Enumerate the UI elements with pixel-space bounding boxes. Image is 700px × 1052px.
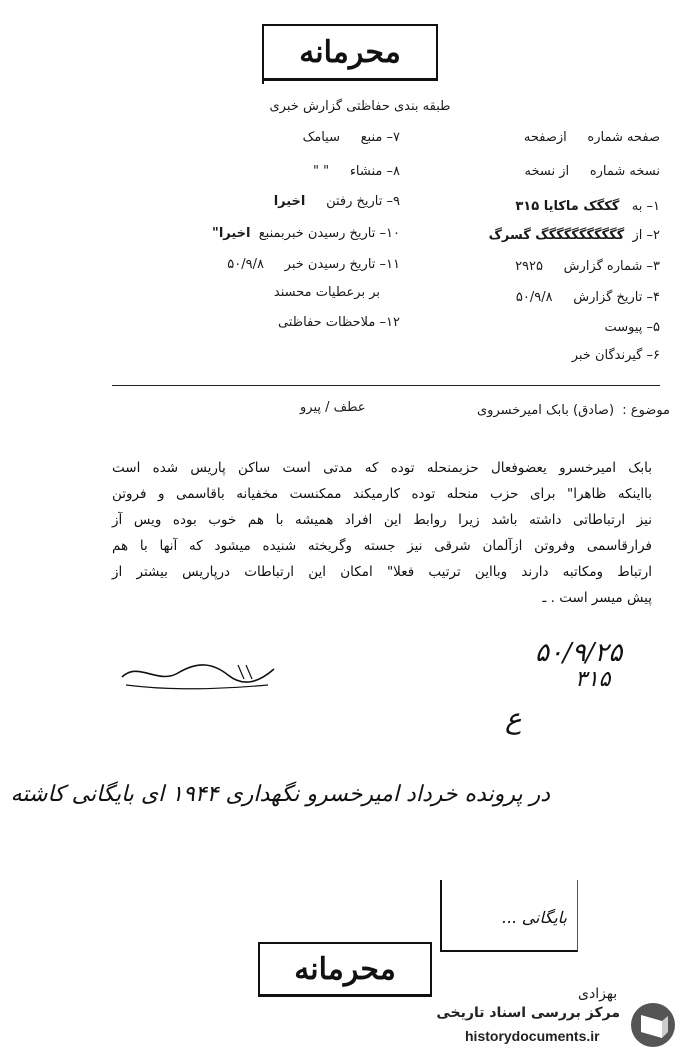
field-report-date: ۴– تاریخ گزارش ۵۰/۹/۸ bbox=[515, 290, 660, 305]
subject-label: موضوع : bbox=[622, 403, 670, 418]
classification-stamp-top bbox=[262, 24, 438, 81]
signature-scribble bbox=[118, 655, 278, 695]
body-line: ارتباط ومکاتبه دارند وبااین ترتیب فعلا" امکان این ارتباطات درپاریس بیشتر از bbox=[112, 564, 652, 580]
header-divider bbox=[112, 385, 660, 386]
archive-box-stamp bbox=[440, 880, 578, 952]
header-title: طبقه بندی حفاظتی گزارش خبری bbox=[269, 99, 451, 114]
subject-value: (صادق) بابک امیرخسروی bbox=[476, 403, 615, 418]
field-news-arrival-source: ۱۰– تاریخ رسیدن خبربمنبع اخیرا" bbox=[212, 226, 400, 241]
field-attachment: ۵– پیوست bbox=[604, 320, 660, 335]
body-line: بابک امیرخسرو یعضوفعال حزبمنحله توده که مدتی است ساکن پاریس شده است bbox=[112, 460, 652, 476]
handwritten-number: ۳۱۵ bbox=[575, 667, 611, 692]
watermark-title: مرکز بررسی اسناد تاریخی bbox=[436, 1005, 620, 1021]
field-copy-number: نسخه شماره از نسخه bbox=[524, 164, 660, 179]
field-to: ۱– به گکگک ماکایا ۳۱۵ bbox=[515, 199, 660, 214]
watermark-logo-icon bbox=[628, 1000, 678, 1050]
field-page-number: صفحه شماره ازصفحه bbox=[523, 130, 660, 145]
classification-stamp-bottom bbox=[258, 942, 432, 997]
handwritten-filing-note: در پرونده خرداد امیرخسرو نگهداری ۱۹۴۴ ای بایگانی کاشته bbox=[10, 782, 550, 807]
field-assessment: بر برعطیات محسند bbox=[273, 285, 380, 300]
body-line: پیش میسر است . ـ bbox=[542, 590, 652, 606]
body-line: فرارقاسمی وفروتن ازآلمان شرقی نیز جسته وگریخته شنیده میشود که آنها با هم bbox=[112, 538, 652, 554]
body-line: بااینکه ظاهرا" برای حزب منحله توده کارمیکند ممکنست مخفیانه باقاسمی و فروتن bbox=[112, 486, 652, 502]
reference-line: عطف / پیرو bbox=[300, 400, 366, 415]
field-security-notes: ۱۲– ملاحظات حفاظتی bbox=[277, 315, 400, 330]
handwritten-mark: ع bbox=[505, 702, 522, 735]
classification-label: محرمانه bbox=[299, 34, 401, 70]
field-report-number: ۳– شماره گزارش ۲۹۲۵ bbox=[515, 259, 660, 274]
footer-name: بهزادی bbox=[578, 986, 618, 1002]
field-origin: ۸– منشاء " " bbox=[313, 164, 400, 179]
field-news-arrival-date: ۱۱– تاریخ رسیدن خبر ۵۰/۹/۸ bbox=[227, 257, 400, 272]
field-source: ۷– منبع سیامک bbox=[302, 130, 400, 145]
field-recipients: ۶– گیرندگان خبر bbox=[571, 348, 660, 363]
field-from: ۲– از گگگگگگگگگگگ گسرگ bbox=[488, 228, 660, 243]
body-line: نیز ارتباطاتی داشته باشد زیرا روابط این افراد همیشه با هم خوب بوده ویس آز bbox=[112, 512, 652, 528]
report-body bbox=[112, 455, 652, 611]
field-departure-date: ۹– تاریخ رفتن اخیرا bbox=[273, 194, 400, 209]
subject-line bbox=[477, 403, 670, 418]
handwritten-date: ۵۰/۹/۲۵ bbox=[535, 638, 623, 668]
watermark-url: historydocuments.ir bbox=[465, 1028, 600, 1044]
stamp-corner-mark bbox=[262, 62, 274, 84]
classification-label: محرمانه bbox=[294, 951, 396, 987]
archive-box-note: بایگانی ... bbox=[501, 908, 567, 927]
